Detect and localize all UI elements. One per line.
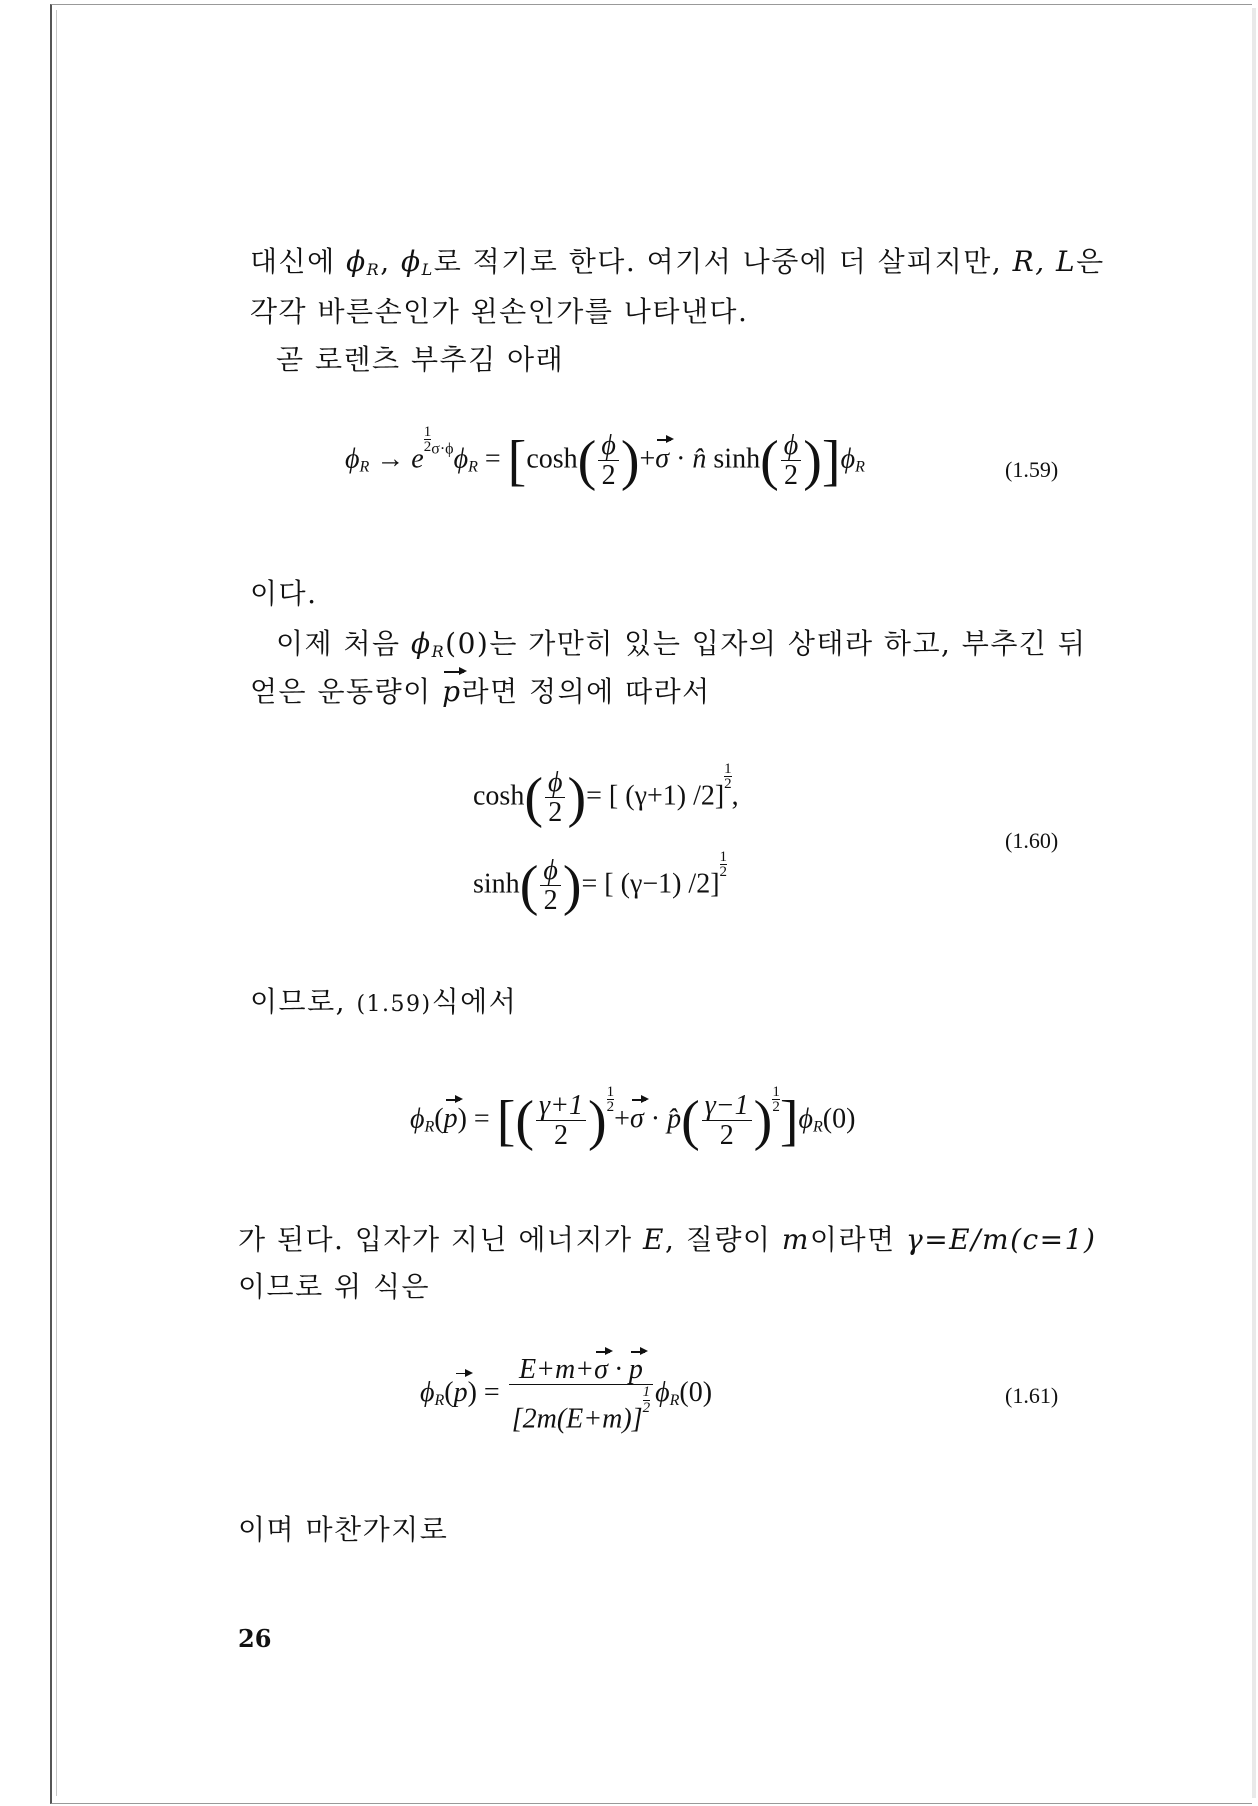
momentum-vector: p — [443, 1103, 458, 1135]
phi-symbol: ϕ — [401, 245, 422, 278]
page-edge — [56, 10, 57, 1796]
text-line-6 — [250, 670, 711, 710]
cosh-function: cosh — [473, 780, 525, 812]
momentum-vector: p — [453, 1376, 468, 1408]
equation-1-60-line-1: cosh( $\frac{\phi}{2}$ )= [ (γ+1) /2] $\frac{1}{2}$ , — [473, 761, 739, 829]
fraction-denominator: 2 — [554, 1120, 569, 1152]
phi-symbol: ϕ — [346, 245, 367, 278]
subscript-r: R — [366, 260, 381, 279]
text-line-9: 이므로 위 식은 — [238, 1270, 431, 1303]
text: 이제 처음 — [276, 627, 401, 660]
momentum-vector: p — [628, 1354, 643, 1385]
text: 이라면 — [809, 1223, 896, 1256]
text-line-5 — [276, 622, 1086, 662]
text-line-2: 각각 바른손인가 왼손인가를 나타낸다. — [250, 295, 749, 328]
text: 얻은 운동량이 — [250, 675, 432, 708]
page-edge-right — [1252, 8, 1256, 1798]
phi-symbol: ϕ — [840, 443, 856, 475]
text-line-7 — [250, 980, 517, 1020]
text: 대신에 — [250, 245, 336, 278]
subscript-r: R — [431, 642, 446, 661]
subscript-r: R — [855, 458, 865, 476]
sinh-function: sinh — [473, 868, 520, 900]
text: 은 — [1076, 245, 1105, 278]
phi-symbol: ϕ — [410, 1103, 425, 1135]
equation-unnumbered: $\phi_R(p)$ = [( $\frac{\gamma+1}{2}$ ) $\frac{1}{2}$ +σ · p̂( $\frac{\gamma-1}{2}$ ) $\frac{1}{2}$ ]$\phi_R(0)$ — [410, 1084, 856, 1152]
symbol-rl: R, L — [1012, 245, 1077, 278]
zero-argument: (0) — [445, 627, 490, 660]
subscript-r: R — [434, 1391, 445, 1409]
text-line-1: 대신에 $\phi_R$, $\phi_L$로 적기로 한다. 여기서 나중에 더 살피지만, R, L은 — [250, 245, 1105, 279]
equation-1-60-line-2: sinh( $\frac{\phi}{2}$ )= [ (γ−1) /2] $\frac{1}{2}$ — [473, 849, 728, 917]
equation-number-1-61: (1.61) — [1005, 1383, 1059, 1408]
sigma-vector: σ — [594, 1354, 608, 1385]
phi-symbol: ϕ — [411, 627, 432, 660]
text: 로 적기로 한다. 여기서 나중에 더 살피지만, — [433, 245, 1003, 278]
phi-symbol: ϕ — [798, 1103, 813, 1135]
subscript-r: R — [812, 1118, 823, 1136]
fraction-numerator: γ+1 — [536, 1091, 586, 1121]
equation-number-1-59: (1.59) — [1005, 457, 1059, 482]
energy-symbol: E — [643, 1223, 665, 1256]
fraction-numerator: E+m+ — [518, 1354, 595, 1385]
phi-symbol: ϕ — [345, 443, 360, 475]
fraction-denominator: 2 — [719, 1120, 734, 1152]
subscript-r: R — [468, 458, 478, 476]
text-line-10: 이며 마찬가지로 — [238, 1513, 449, 1546]
momentum-vector: p — [442, 675, 462, 708]
fraction-numerator: γ−1 — [702, 1091, 752, 1121]
text: 이므로, — [250, 985, 347, 1018]
equation-1-59: $\phi_R \to e$ $\frac{1}{2}$ $^{\sigma\cdot\phi}\phi_R = [\cosh$( $\frac{\phi}{2}$ )+σ · n̂ sinh( $\frac{\phi}{2}$ )]$\phi_R$ — [345, 424, 865, 492]
equation-number-1-60: (1.60) — [1005, 828, 1059, 853]
phi-symbol: ϕ — [655, 1376, 670, 1408]
mass-symbol: m — [781, 1223, 810, 1256]
phi-symbol: ϕ — [453, 443, 469, 475]
sinh-function: sinh — [713, 443, 761, 475]
phi-symbol: ϕ — [420, 1376, 435, 1408]
zero-argument: (0) — [822, 1103, 856, 1135]
text-line-8: 가 된다. 입자가 지닌 에너지가 E, 질량이 m이라면 γ=E/m(c=1) — [238, 1223, 1097, 1256]
zero-argument: (0) — [679, 1376, 713, 1408]
sigma-vector: σ — [655, 443, 670, 475]
text-line-4: 이다. — [250, 577, 318, 610]
text-line-3: 곧 로렌츠 부추김 아래 — [276, 343, 565, 376]
subscript-r: R — [424, 1118, 435, 1136]
text: 는 가만히 있는 입자의 상태라 하고, 부추긴 뒤 — [489, 627, 1087, 660]
subscript-r: R — [359, 458, 370, 476]
n-hat: n̂ — [692, 443, 707, 475]
subscript-l: L — [421, 260, 434, 279]
text: 가 된다. 입자가 지닌 에너지가 — [238, 1223, 633, 1256]
sinh-rhs: = [ (γ−1) /2] — [581, 868, 720, 900]
cosh-function: cosh — [526, 443, 578, 475]
subscript-r: R — [669, 1391, 680, 1409]
page-number: 26 — [238, 1624, 272, 1653]
text: 라면 정의에 따라서 — [461, 675, 711, 708]
text: 식에서 — [431, 985, 518, 1018]
equation-reference: (1.59) — [356, 992, 432, 1017]
fraction-denominator: [2m(E+m)] — [511, 1403, 643, 1435]
equation-1-61: $\phi_R(p)$ = E+m+σ · p [2m(E+m)] $\frac{1}{2}$ $\phi_R(0)$ — [420, 1354, 713, 1435]
sigma-vector: σ — [629, 1103, 644, 1135]
gamma-definition: γ=E/m(c=1) — [905, 1223, 1097, 1256]
text: 질량이 — [685, 1223, 772, 1256]
cosh-rhs: = [ (γ+1) /2] — [586, 780, 725, 812]
